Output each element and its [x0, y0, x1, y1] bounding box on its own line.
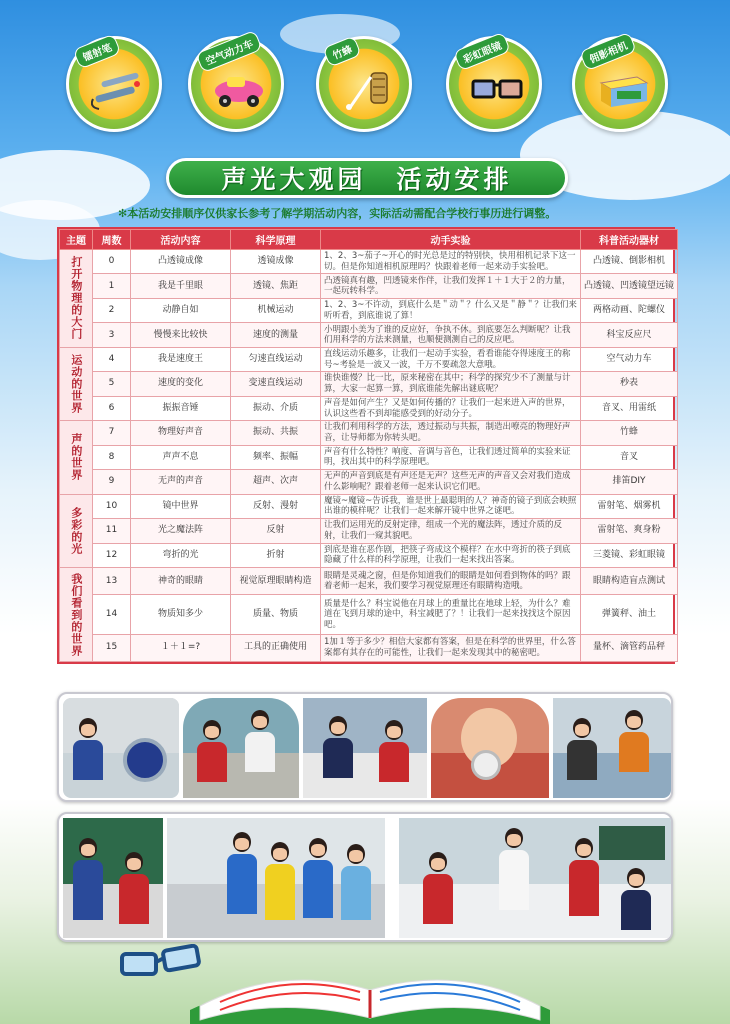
asterisk-icon: ✻	[118, 207, 128, 220]
bamboo-bee-icon	[341, 69, 393, 111]
table-row	[60, 595, 678, 634]
principle-cell: 超声、次声	[231, 470, 321, 494]
header-principle: 科学原理	[231, 230, 321, 250]
content-cell: 速度的变化	[131, 372, 231, 396]
equipment-cell: 量杯、滴管药品秤	[581, 634, 678, 661]
principle-cell: 变速直线运动	[231, 372, 321, 396]
experiment-cell: 无声的声音到底是有声还是无声？这些无声的声音又会对我们造成什么影响呢？跟着老师一起来认识它们吧。	[321, 470, 581, 494]
equipment-cell: 凸透镜、倒影相机	[581, 250, 678, 274]
week-cell: 2	[93, 298, 131, 322]
table-header-row	[60, 230, 678, 250]
theme-cell: 运动的世界	[60, 347, 93, 420]
open-book-icon	[180, 950, 560, 1024]
experiment-cell: 到底是谁在恶作剧，把筷子弯成这个模样？在水中弯折的筷子到底隐藏了什么样的科学原理，让我们一起来找出答案。	[321, 543, 581, 567]
theme-cell: 我们看到的世界	[60, 568, 93, 662]
table-row	[60, 396, 678, 420]
table-row	[60, 470, 678, 494]
principle-cell: 振动、共振	[231, 421, 321, 445]
experiment-cell: 1、2、3~茄子~开心的时光总是过的特别快，快用相机记录下这一切。但是你知道相机原理吗？快跟着老师一起来动手实验吧。	[321, 250, 581, 274]
content-cell: 弯折的光	[131, 543, 231, 567]
principle-cell: 视觉原理眼睛构造	[231, 568, 321, 595]
content-cell: 我是速度王	[131, 347, 231, 371]
activity-photo	[167, 818, 385, 938]
week-cell: 15	[93, 634, 131, 661]
principle-cell: 质量、物质	[231, 595, 321, 634]
laser-pen-icon	[91, 69, 143, 111]
equipment-row	[0, 30, 730, 140]
table-row	[60, 298, 678, 322]
experiment-cell: 1加１等于多少？相信大家都有答案，但是在科学的世界里，什么答案都有其存在的可能性，让我们一起来发现其中的秘密吧。	[321, 634, 581, 661]
header-week: 周数	[93, 230, 131, 250]
week-cell: 3	[93, 323, 131, 347]
table-row	[60, 494, 678, 518]
week-cell: 1	[93, 274, 131, 298]
activity-photo	[431, 698, 549, 798]
experiment-cell: 魔镜~魔镜~告诉我，谁是世上最聪明的人？神奇的镜子到底会映照出谁的模样呢？让我们一起来解开镜中世界之谜吧。	[321, 494, 581, 518]
content-cell: １＋１=?	[131, 634, 231, 661]
content-cell: 慢慢来比较快	[131, 323, 231, 347]
content-cell: 振振音锤	[131, 396, 231, 420]
equipment-cell: 凸透镜、凹透镜望远镜	[581, 274, 678, 298]
week-cell: 7	[93, 421, 131, 445]
theme-cell: 打开物理的大门	[60, 250, 93, 348]
principle-cell: 反射、漫射	[231, 494, 321, 518]
content-cell: 物理好声音	[131, 421, 231, 445]
content-cell: 无声的声音	[131, 470, 231, 494]
theme-cell: 多彩的光	[60, 494, 93, 567]
content-cell: 镜中世界	[131, 494, 231, 518]
table-row	[60, 274, 678, 298]
equipment-cell: 雷射笔、爽身粉	[581, 519, 678, 543]
table-row	[60, 568, 678, 595]
principle-cell: 透镜成像	[231, 250, 321, 274]
experiment-cell: 声音有什么特性？响度、音调与音色，让我们透过简单的实验来证明，找出其中的科学原理吧。	[321, 445, 581, 469]
equipment-cell: 弹簧秤、油土	[581, 595, 678, 634]
equipment-bamboo-bee	[316, 36, 412, 132]
activity-photo	[183, 698, 299, 798]
table-row	[60, 634, 678, 661]
table-row	[60, 347, 678, 371]
week-cell: 9	[93, 470, 131, 494]
experiment-cell: 让我们利用科学的方法，透过振动与共振，制造出嘹亮的物理好声音，让导师都为你转头吧。	[321, 421, 581, 445]
week-cell: 0	[93, 250, 131, 274]
principle-cell: 反射	[231, 519, 321, 543]
principle-cell: 工具的正确使用	[231, 634, 321, 661]
content-cell: 声声不息	[131, 445, 231, 469]
principle-cell: 机械运动	[231, 298, 321, 322]
activity-photo	[303, 698, 427, 798]
content-cell: 光之魔法阵	[131, 519, 231, 543]
schedule-table	[57, 227, 675, 664]
equipment-cell: 竹蜂	[581, 421, 678, 445]
schedule-notice	[118, 205, 618, 221]
photo-strip-top	[57, 692, 673, 802]
experiment-cell: 让我们运用光的反射定律，组成一个光的魔法阵，透过介质的反射，让我们一窥其貌吧。	[321, 519, 581, 543]
content-cell: 凸透镜成像	[131, 250, 231, 274]
table-row	[60, 421, 678, 445]
equipment-cell: 空气动力车	[581, 347, 678, 371]
activity-photo	[63, 698, 179, 798]
equipment-cell: 音叉	[581, 445, 678, 469]
header-theme: 主题	[60, 230, 93, 250]
header-content: 活动内容	[131, 230, 231, 250]
principle-cell: 振动、介质	[231, 396, 321, 420]
content-cell: 我是千里眼	[131, 274, 231, 298]
title-banner	[166, 158, 568, 198]
photo-strip-bottom	[57, 812, 673, 942]
equipment-cell: 音叉、用雷纸	[581, 396, 678, 420]
table-row	[60, 543, 678, 567]
week-cell: 8	[93, 445, 131, 469]
experiment-cell: 直线运动乐趣多，让我们一起动手实验，看看谁能夺得速度王的称号~考验是一波又一波，千万不要疏忽大意哦。	[321, 347, 581, 371]
experiment-cell: 谁快谁慢？比一比，原来秘密在其中；科学的探究少不了测量与计算，大家一起算一算，到底谁能先解出谜底呢？	[321, 372, 581, 396]
equipment-cell: 秒表	[581, 372, 678, 396]
equipment-cell: 科宝反应尺	[581, 323, 678, 347]
equipment-rainbow-glasses	[446, 36, 542, 132]
equipment-laser-pen	[66, 36, 162, 132]
week-cell: 10	[93, 494, 131, 518]
equipment-cell: 排笛DIY	[581, 470, 678, 494]
equipment-cell: 三菱镜、彩虹眼镜	[581, 543, 678, 567]
experiment-cell: 凸透镜真有趣，凹透镜来作伴，让我们发挥１＋１大于２的力量，一起玩转科学。	[321, 274, 581, 298]
equipment-cell: 雷射笔、烟雾机	[581, 494, 678, 518]
table-row	[60, 250, 678, 274]
banner-title-sub: 活动安排	[396, 165, 513, 194]
notice-text: 本活动安排顺序仅供家长参考了解学期活动内容，实际活动需配合学校行事历进行调整。	[127, 207, 557, 220]
equipment-label: 佣影相机	[579, 32, 637, 72]
table-row	[60, 519, 678, 543]
week-cell: 11	[93, 519, 131, 543]
experiment-cell: 声音是如何产生？又是如何传播的？让我们一起来进入声的世界，认识这些看不到却能感受到的好动分子。	[321, 396, 581, 420]
principle-cell: 透镜、焦距	[231, 274, 321, 298]
week-cell: 12	[93, 543, 131, 567]
week-cell: 6	[93, 396, 131, 420]
content-cell: 神奇的眼睛	[131, 568, 231, 595]
equipment-label: 竹蜂	[322, 35, 361, 67]
air-car-icon	[213, 69, 265, 111]
content-cell: 物质知多少	[131, 595, 231, 634]
experiment-cell: 眼睛是灵魂之窗，但是你知道我们的眼睛是如何看到物体的吗？跟着老师一起来，我们要学习视觉原理还有眼睛构造哦。	[321, 568, 581, 595]
header-experiment: 动手实验	[321, 230, 581, 250]
theme-cell: 声的世界	[60, 421, 93, 494]
activity-photo	[63, 818, 163, 938]
week-cell: 5	[93, 372, 131, 396]
camera-box-icon	[597, 69, 649, 111]
equipment-camera	[572, 36, 668, 132]
equipment-label: 空气动力车	[195, 30, 262, 73]
equipment-air-car	[188, 36, 284, 132]
table-row	[60, 372, 678, 396]
header-equipment: 科普活动器材	[581, 230, 678, 250]
equipment-label: 彩虹眼镜	[453, 32, 511, 72]
table-row	[60, 445, 678, 469]
activity-photo	[553, 698, 671, 798]
experiment-cell: 小明跟小美为了谁的反应好，争执不休。到底要怎么判断呢？让我们用科学的方法来测量，也顺便测测自己的反应吧。	[321, 323, 581, 347]
principle-cell: 折射	[231, 543, 321, 567]
table-row	[60, 323, 678, 347]
experiment-cell: 质量是什么？科宝说他在月球上的重量比在地球上轻，为什么？难道在飞到月球的途中，科宝减肥了？！让我们一起来找找这个原因吧。	[321, 595, 581, 634]
principle-cell: 匀速直线运动	[231, 347, 321, 371]
activity-photo	[399, 818, 671, 938]
equipment-cell: 眼睛构造盲点测试	[581, 568, 678, 595]
week-cell: 4	[93, 347, 131, 371]
rainbow-glasses-icon	[471, 69, 523, 111]
principle-cell: 速度的测量	[231, 323, 321, 347]
week-cell: 13	[93, 568, 131, 595]
principle-cell: 频率、振幅	[231, 445, 321, 469]
banner-title-main: 声光大观园	[221, 165, 367, 194]
experiment-cell: 1、2、3~不许动，到底什么是＂动＂？什么又是＂静＂？让我们来听听看，到底谁说了算！	[321, 298, 581, 322]
content-cell: 动静自如	[131, 298, 231, 322]
equipment-cell: 两格动画、陀螺仪	[581, 298, 678, 322]
equipment-label: 镭射笔	[73, 34, 122, 70]
week-cell: 14	[93, 595, 131, 634]
